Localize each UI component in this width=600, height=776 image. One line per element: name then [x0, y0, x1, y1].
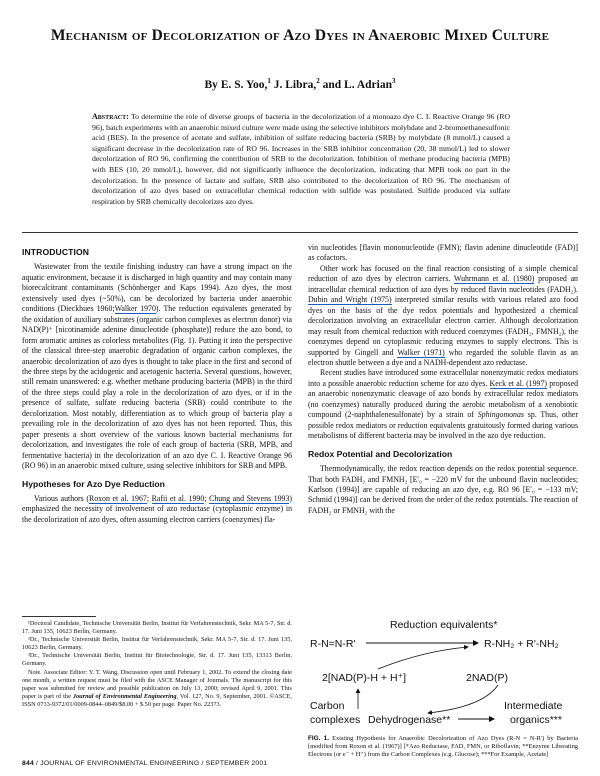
- fig-nadph: 2[NAD(P)-H + H⁺]: [322, 672, 407, 684]
- hyp-text-2: ) emphasized the necessity of involvement of azo reductase (cytoplasmic enzyme) in the decolorization of azo dyes, often assuming electron carriers (coenzymes) fla-: [22, 493, 293, 524]
- fig-organics: organics***: [510, 714, 562, 726]
- fig-products: R-NH₂ + R'-NH₂: [484, 638, 559, 650]
- footer-journal: / JOURNAL OF ENVIRONMENTAL ENGINEERING / SEPTEMBER 2001: [33, 760, 268, 767]
- footnote-1: ¹Doctoral Candidate, Technische Universität Berlin, Institut für Verfahrenstechnik, Sekr. MA 5-7, Str. d. 17. Juni 135, 10623 Berlin, Germany.: [22, 620, 292, 636]
- intro-text-1: Wastewater from the textile finishing industry can have a strong impact on the aquatic environment, because it is discharged in high quantity and may contain many biorecalcitrant contaminants (Schönberger and Kaps 1994). Azo dyes, the most extensively used dyes (~50%), can be decolorized by bacteria under anaerobic conditions (Dieckhues 1960;: [22, 262, 292, 314]
- note-journal: Journal of Environmental Engineering: [72, 692, 177, 700]
- caption-text: Existing Hypothesis for Anaerobic Decolorization of Azo Dyes (R-N = N-R') by Bacteria [modified from Roxon et al. (1967)] [*Azo Reductase, FAD, FMN, or Riboflavin; **Enzyme Liberating Electrons (or e⁻ + H⁺) from the Carbon Complexes (e.g. Glucose); ***For Example, Acetate]: [308, 735, 578, 759]
- flavin-paragraph: vin nucleotides [flavin mononucleotide (FMN); flavin adenine dinucleotide (FAD)] as cofactors.: [308, 243, 578, 263]
- author-1-mark: 1: [267, 77, 271, 85]
- redox-heading: Redox Potential and Decolorization: [308, 448, 453, 459]
- footnote-3: ³Dr., Technische Universität Berlin, Institut für Biotechnologie, Str. d. 17. Juni 135, 13313 Berlin, Germany.: [22, 652, 292, 668]
- med-species: Sphingomonas: [477, 410, 524, 420]
- author-3: L. Adrian: [344, 78, 392, 91]
- intro-paragraph: [22, 262, 292, 471]
- author-line: [0, 77, 600, 91]
- footnote-divider: [22, 616, 96, 617]
- fig-intermediate: Intermediate: [504, 700, 563, 712]
- authors-by: By: [204, 78, 218, 91]
- med-text-2: proposed an anaerobic nonenzymatic cleavage of azo bonds by extracellular redox mediators (no coenzymes) naturally produced during the aerobic metabolism of a xenobiotic compound (2-naphthalenesulfonate) by a strain of: [308, 378, 578, 420]
- fig-nadp: 2NAD(P): [466, 672, 509, 684]
- footnote-2: ²Dr., Technische Universität Berlin, Institut für Verfahrenstechnik, Sekr. MA 5-7, Str. d. 17. Juni 135, 10623 Berlin, Germany.: [22, 636, 292, 652]
- hyp-text-1: Various authors (: [34, 493, 89, 503]
- figure-1-diagram: [308, 617, 583, 729]
- redox-paragraph: Thermodynamically, the redox reaction depends on the redox potential sequence. That both FADH₂ and FMNH₂ [E′₀ = −220 mV for the unbound flavin nucleotides; Karlson (1994)] are capable of reducing an azo dye, e.g. RO 96 [E′₀ = −133 mV; Schmid (1994)] can be derived from the order of the redox potentials. The reaction of FADH₂ or FMNH₂ with the: [308, 464, 578, 515]
- ref-link-rafii-1990[interactable]: Rafii et al. 1990: [151, 493, 205, 503]
- page-number: 844: [22, 760, 34, 767]
- abstract-label: Abstract:: [92, 112, 129, 121]
- ref-link-wuhrmann-1980[interactable]: Wuhrmann et al. (1980): [453, 274, 535, 284]
- fig-carbon: Carbon: [310, 700, 345, 712]
- cr-text-2: proposed an intracellular chemical reduction of azo dyes by reduced flavin nucleotides (FADH₂).: [308, 274, 578, 294]
- ref-link-keck-1997[interactable]: Keck et al. (1997): [489, 378, 547, 388]
- fig-reactant: R-N=N-R': [310, 638, 356, 650]
- left-column: [22, 243, 292, 525]
- mediators-paragraph: [308, 368, 578, 441]
- page-footer: [22, 760, 267, 767]
- hypotheses-heading: Hypotheses for Azo Dye Reduction: [22, 478, 165, 489]
- chemical-reduction-paragraph: [308, 264, 578, 369]
- author-2-mark: 2: [316, 77, 320, 85]
- hypotheses-paragraph: [22, 494, 292, 525]
- authors-and: and: [322, 78, 342, 91]
- author-1: E. S. Yoo,: [220, 78, 268, 91]
- caption-label: FIG. 1.: [308, 735, 329, 742]
- note-text-1: Note. Associate Editor: Y. T. Wang. Discussion open until February 1, 2002. To extend the closing date one month, a written request must be filed with the ASCE Manager of Journals. The manuscript for this paper was submitted for review and possible publication on July 13, 2000; revised April 9, 2001. This paper is part of the: [22, 668, 292, 700]
- cr-text-1: Other work has focused on the final reaction consisting of a simple chemical reduction of azo dyes by electron carriers.: [308, 263, 578, 284]
- hyp-sep-1: ;: [146, 493, 152, 503]
- ref-link-dubin-1975[interactable]: Dubin and Wright (1975): [308, 295, 392, 305]
- ref-link-walker-1971[interactable]: Walker (1971): [397, 347, 445, 357]
- hyp-sep-2: ;: [204, 493, 210, 503]
- cr-text-3: interpreted similar results with various related azo food dyes on the basis of the dye redox potentials and hypothesized a chemical decolorization involving an extracellular electron carrier. Although decolorization may result from chemical reduction with reduced coenzymes (FADH₂, FMNH₂), the coenzymes depend on cytoplasmic reducing enzymes to supply electrons. This is supported by Gingell and: [308, 295, 578, 357]
- abstract-text: To determine the role of diverse groups of bacteria in the decolorization of a monoazo dye C. I. Reactive Orange 96 (RO 96), batch experiments with an anaerobic mixed culture were made using the selective inhibitors molybdate and 2-bromoethanesulfonic acid (BES). In the presence of acetate and sulfate, inhibition of sulfate reducing bacteria (SRB) by molybdate (8 mmol/L) caused a significant decrease in the decolorization rate of RO 96. Increases in the SRB inhibitor concentration (20, 38 mmol/L) led to slower decolorization of RO 96, confirming the contribution of SRB to the decolorization. Inhibition of methane producing bacteria (MPB) with BES (10, 20 mmol/L), however, did not significantly influence the decolorization, indicating that MPB took no part in the decolorization. In the presence of lactate and sulfate, SRB also contributed to the decolorization of RO 96. The mechanism of decolorization of azo dyes based on extracellular chemical reduction with sulfide was postulated. Sulfide produced via sulfate respiration by SRB chemically decolorizes azo dyes.: [92, 112, 510, 206]
- ref-link-walker-1970[interactable]: Walker 1970: [114, 304, 156, 314]
- fig-regeneration-arrow: [428, 685, 498, 713]
- footnote-note: [22, 669, 292, 709]
- abstract: [92, 112, 510, 207]
- intro-heading: INTRODUCTION: [22, 247, 90, 257]
- abstract-divider: [22, 232, 578, 233]
- author-3-mark: 3: [391, 77, 396, 85]
- ref-link-roxon-1967[interactable]: Roxon et al. 1967: [88, 493, 147, 503]
- note-text-2: , Vol. 127, No. 9, September, 2001. ©ASCE, ISSN 0733-9372/01/0009-0844–0849/$8.00 + $.50 per page. Paper No. 22373.: [22, 692, 292, 708]
- footnotes: [22, 620, 292, 709]
- paper-title: Mechanism of Decolorization of Azo Dyes in Anaerobic Mixed Culture: [50, 27, 550, 44]
- cr-text-4: who regarded the soluble flavin as an electron shuttle between a dye and a NADH-dependent azo reductase.: [308, 347, 578, 367]
- med-text-3: sp. Thus, other possible redox mediators or reduction equivalents gratuitously formed during various metabolisms of different bacteria may be involved in the azo dye reduction.: [308, 410, 578, 441]
- intro-text-2: ). The reduction equivalents generated by the oxidation of auxiliary substrates (organic carbon complexes as electron donor) via NAD(P)⁺ [nicotinamide adenine dinucleotide (phosphate)] reduce the azo bond, to form aromatic amines as colorless metabolites (Fig. 1). Putting it into the perspective of the classical three-step anaerobic degradation of organic carbon complexes, the anaerobic decolorization of azo dyes is thought to take place in the first and second of the three steps by the acidogenic and acetogenic bacteria. Several questions, however, still remain unanswered: e.g. whether methane producing bacteria (MPB) in the third of the three steps could play a role in the decolorization of azo dyes, or if in the presence of sulfate, sulfate reducing bacteria (SRB) could contribute to the decolorization. Most notably, differentiation as to which group of bacteria play a prevailing role in the decolorization of azo dyes has not been reported. Thus, this paper presents a short overview of the various known bacterial mechanisms for decolorization, and investigates the role of each group of bacteria (SRB, MPB, and fermentative bacteria) in the decolorization of an azo dye C. I. Reactive Orange 96 (RO 96) in an anaerobic mixed culture, using selective inhibitors for SRB and MPB.: [22, 304, 292, 471]
- fig-dehydrogenase: Dehydrogenase**: [368, 714, 451, 726]
- med-text-1: Recent studies have introduced some extracellular nonenzymatic redox mediators into a possible anaerobic reduction scheme for azo dyes.: [308, 368, 578, 388]
- author-2: J. Libra,: [273, 78, 317, 91]
- right-column: [308, 243, 578, 516]
- ref-link-chung-1993[interactable]: Chung and Stevens 1993: [209, 493, 290, 503]
- fig-complexes: complexes: [310, 714, 361, 726]
- fig-reduction-equivalents: Reduction equivalents*: [390, 619, 498, 631]
- fig-electron-arrow: [378, 647, 468, 669]
- figure-1-caption: [308, 735, 578, 760]
